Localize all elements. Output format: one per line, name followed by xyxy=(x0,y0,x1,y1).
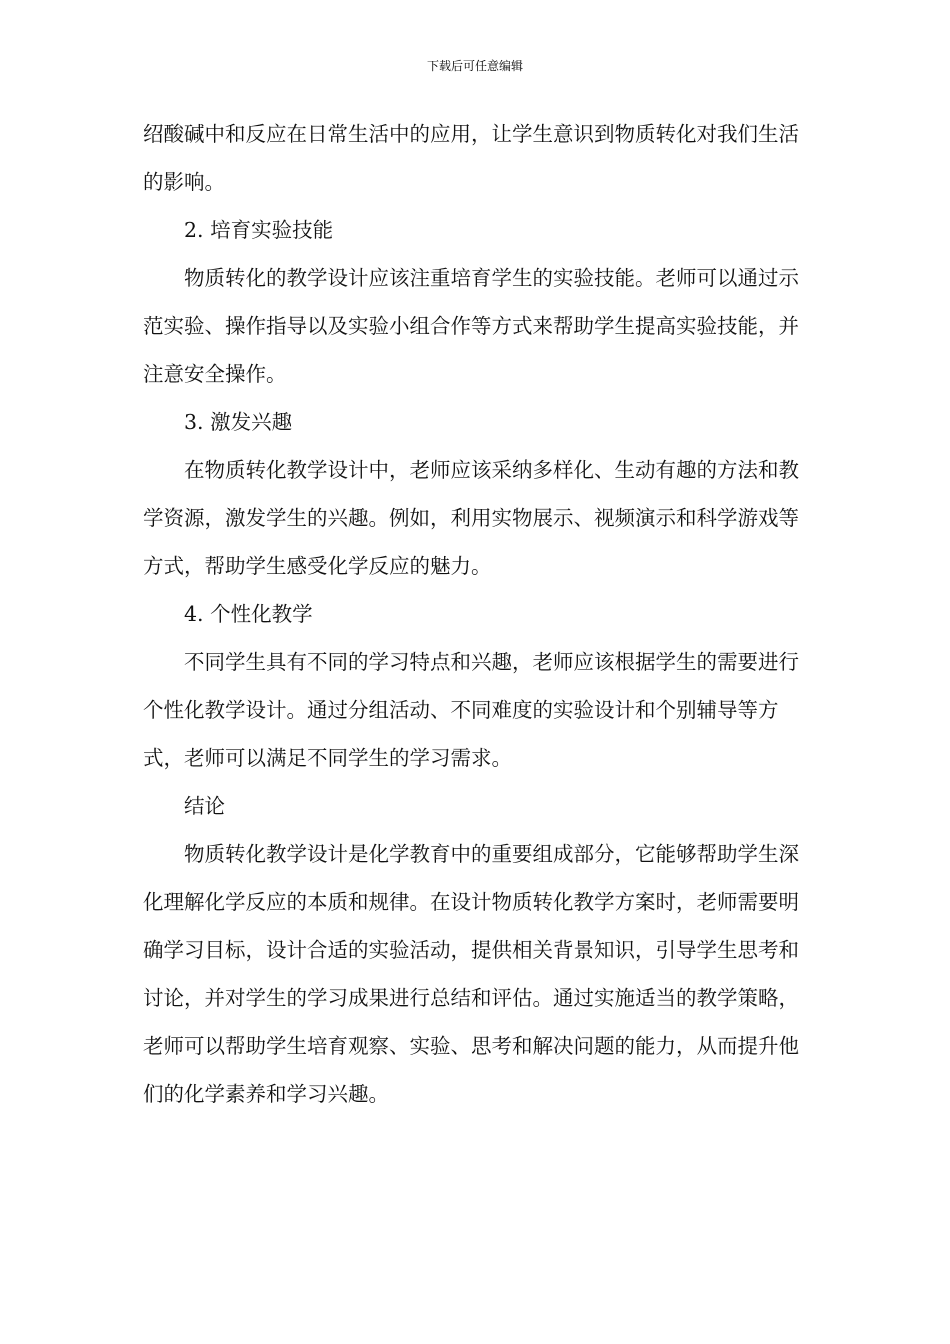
paragraph-continued: 绍酸碱中和反应在日常生活中的应用，让学生意识到物质转化对我们生活的影响。 xyxy=(143,122,799,194)
page-header: 下载后可任意编辑 xyxy=(426,59,523,73)
document-body xyxy=(143,110,805,1118)
paragraph-conclusion: 物质转化教学设计是化学教育中的重要组成部分，它能够帮助学生深化理解化学反应的本质和规律。在设计物质转化教学方案时，老师需要明确学习目标，设计合适的实验活动，提供相关背景知识，引导学生思考和讨论，并对学生的学习成果进行总结和评估。通过实施适当的教学策略，老师可以帮助学生培育观察、实验、思考和解决问题的能力，从而提升他们的化学素养和学习兴趣。 xyxy=(143,842,799,1106)
paragraph-experiment-skills: 物质转化的教学设计应该注重培育学生的实验技能。老师可以通过示范实验、操作指导以及实验小组合作等方式来帮助学生提高实验技能，并注意安全操作。 xyxy=(143,266,799,386)
section-heading-interest: 3. 激发兴趣 xyxy=(184,410,293,434)
section-heading-experiment-skills: 2. 培育实验技能 xyxy=(184,218,334,242)
paragraph-personalized: 不同学生具有不同的学习特点和兴趣，老师应该根据学生的需要进行个性化教学设计。通过分组活动、不同难度的实验设计和个别辅导等方式，老师可以满足不同学生的学习需求。 xyxy=(143,650,799,770)
section-heading-personalized: 4. 个性化教学 xyxy=(184,602,313,626)
paragraph-interest: 在物质转化教学设计中，老师应该采纳多样化、生动有趣的方法和教学资源，激发学生的兴趣。例如，利用实物展示、视频演示和科学游戏等方式，帮助学生感受化学反应的魅力。 xyxy=(143,458,799,578)
section-heading-conclusion: 结论 xyxy=(184,794,225,818)
